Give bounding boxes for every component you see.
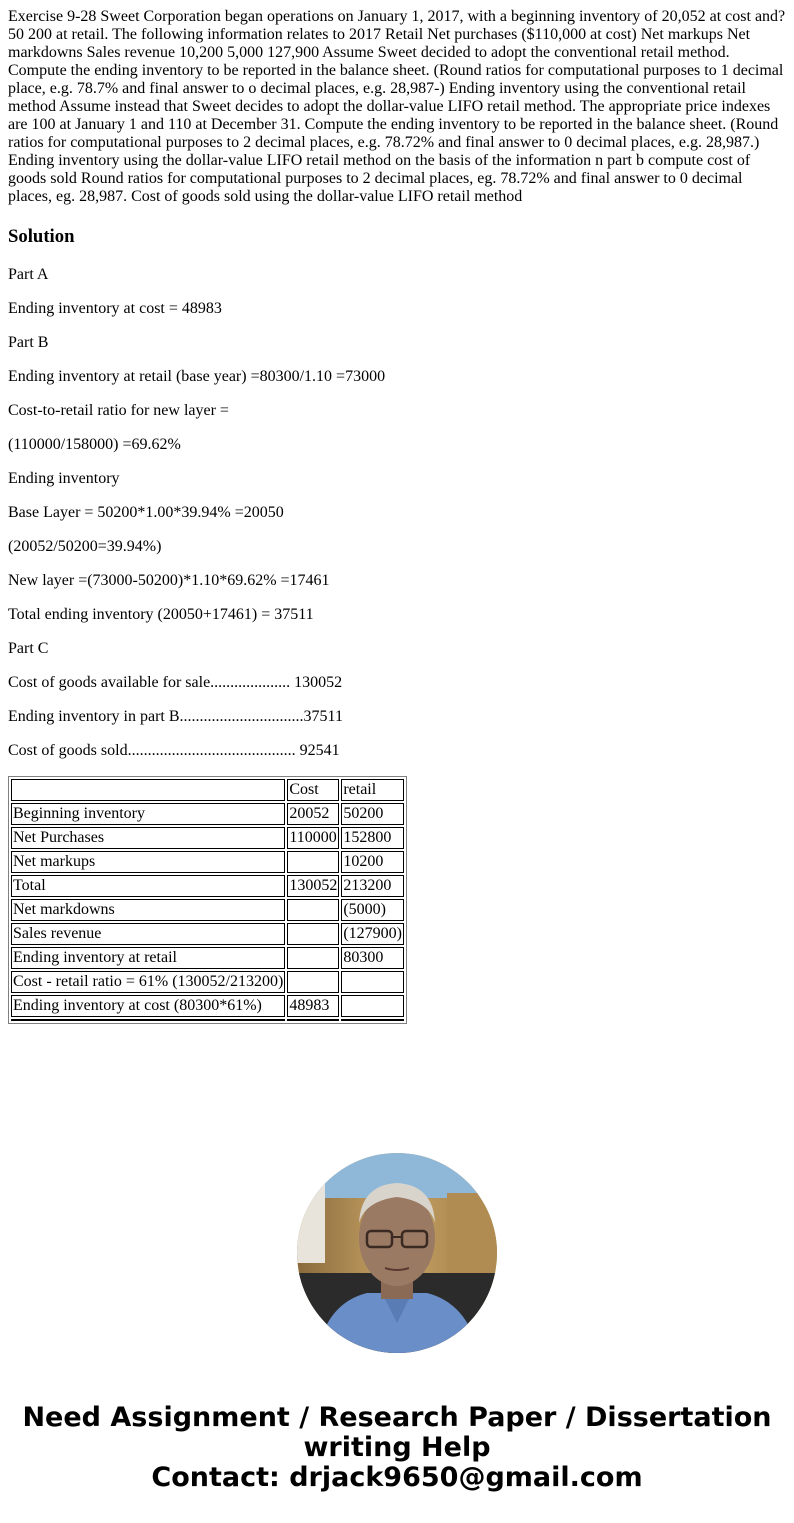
promo-line: writing Help bbox=[303, 1432, 491, 1463]
solution-line: Cost of goods sold.......................................... 92541 bbox=[8, 742, 340, 759]
table-header-cell: retail bbox=[341, 779, 404, 801]
promo-contact: Contact: drjack9650@gmail.com bbox=[151, 1462, 643, 1493]
promo-line: Need Assignment / Research Paper / Dissertation bbox=[22, 1402, 772, 1433]
table-row bbox=[11, 971, 404, 993]
table-cell: 10200 bbox=[341, 851, 404, 873]
solution-line: (110000/158000) =69.62% bbox=[8, 436, 181, 453]
solution-line: New layer =(73000-50200)*1.10*69.62% =17461 bbox=[8, 572, 330, 589]
table-row bbox=[11, 827, 404, 849]
table-cell: Ending inventory at cost (80300*61%) bbox=[11, 995, 285, 1017]
table-cell: Ending inventory at retail bbox=[11, 947, 285, 969]
table-cell: Net Purchases bbox=[11, 827, 285, 849]
table-cell bbox=[287, 971, 339, 993]
table-cell: Beginning inventory bbox=[11, 803, 285, 825]
table-cell: 50200 bbox=[341, 803, 404, 825]
table-cell bbox=[287, 947, 339, 969]
table-cell: 213200 bbox=[341, 875, 404, 897]
table-cell: 20052 bbox=[287, 803, 339, 825]
table-header-row bbox=[11, 779, 404, 801]
table-cell: 130052 bbox=[287, 875, 339, 897]
solution-line: Cost of goods available for sale.................... 130052 bbox=[8, 674, 343, 691]
table-row bbox=[11, 947, 404, 969]
table-cell bbox=[287, 899, 339, 921]
retail-method-table bbox=[8, 776, 407, 1024]
table-cell bbox=[341, 995, 404, 1017]
solution-line: Part C bbox=[8, 640, 49, 657]
solution-line: Ending inventory at retail (base year) =80300/1.10 =73000 bbox=[8, 368, 386, 385]
table-row bbox=[11, 899, 404, 921]
promo-banner bbox=[0, 1403, 794, 1493]
table-empty-cell bbox=[287, 1019, 339, 1021]
table-cell: Total bbox=[11, 875, 285, 897]
table-cell: 48983 bbox=[287, 995, 339, 1017]
table-row bbox=[11, 875, 404, 897]
table-row bbox=[11, 851, 404, 873]
table-cell: Net markdowns bbox=[11, 899, 285, 921]
table-row bbox=[11, 923, 404, 945]
table-cell: (5000) bbox=[341, 899, 404, 921]
author-avatar bbox=[297, 1153, 497, 1353]
table-cell: Net markups bbox=[11, 851, 285, 873]
table-empty-cell bbox=[341, 1019, 404, 1021]
table-cell: Cost - retail ratio = 61% (130052/213200) bbox=[11, 971, 285, 993]
solution-line: Ending inventory in part B...............................37511 bbox=[8, 708, 343, 725]
table-cell: 152800 bbox=[341, 827, 404, 849]
table-header-cell bbox=[11, 779, 285, 801]
solution-line: Part A bbox=[8, 266, 49, 283]
table-row bbox=[11, 995, 404, 1017]
table-cell: 80300 bbox=[341, 947, 404, 969]
table-cell: (127900) bbox=[341, 923, 404, 945]
author-portrait-image bbox=[297, 1153, 497, 1353]
solution-line: Base Layer = 50200*1.00*39.94% =20050 bbox=[8, 504, 284, 521]
solution-line: Ending inventory at cost = 48983 bbox=[8, 300, 222, 317]
table-row bbox=[11, 803, 404, 825]
solution-line: Ending inventory bbox=[8, 470, 120, 487]
solution-line: Part B bbox=[8, 334, 49, 351]
table-header-cell: Cost bbox=[287, 779, 339, 801]
table-empty-row bbox=[11, 1019, 404, 1021]
solution-body bbox=[8, 266, 786, 760]
solution-line: Total ending inventory (20050+17461) = 37511 bbox=[8, 606, 314, 623]
table-cell: 110000 bbox=[287, 827, 339, 849]
question-text: Exercise 9-28 Sweet Corporation began operations on January 1, 2017, with a beginning inventory of 20,052 at cost and? 50 200 at retail. The following information relates to 2017 Retail Net purchases ($110,000 at cost) Net markups Net markdowns Sales revenue 10,200 5,000 127,900 Assume Sweet decided to adopt the conventional retail method. Compute the ending inventory to be reported in the balance sheet. (Round ratios for computational purposes to 1 decimal place, e.g. 78.7% and final answer to o decimal places, e.g. 28,987-) Ending inventory using the conventional retail method Assume instead that Sweet decides to adopt the dollar-value LIFO retail method. The appropriate price indexes are 100 at January 1 and 110 at December 31. Compute the ending inventory to be reported in the balance sheet. (Round ratios for computational purposes to 2 decimal places, e.g. 78.72% and final answer to 0 decimal places, e.g. 28,987.) Ending inventory using the dollar-value LIFO retail method on the basis of the information n part b compute cost of goods sold Round ratios for computational purposes to 2 decimal places, eg. 78.72% and final answer to 0 decimal places, eg. 28,987. Cost of goods sold using the dollar-value LIFO retail method bbox=[8, 8, 786, 205]
solution-line: Cost-to-retail ratio for new layer = bbox=[8, 402, 229, 419]
solution-heading: Solution bbox=[8, 226, 75, 247]
table-cell bbox=[287, 851, 339, 873]
table-cell: Sales revenue bbox=[11, 923, 285, 945]
solution-line: (20052/50200=39.94%) bbox=[8, 538, 162, 555]
table-cell bbox=[287, 923, 339, 945]
table-cell bbox=[341, 971, 404, 993]
table-empty-cell bbox=[11, 1019, 285, 1021]
